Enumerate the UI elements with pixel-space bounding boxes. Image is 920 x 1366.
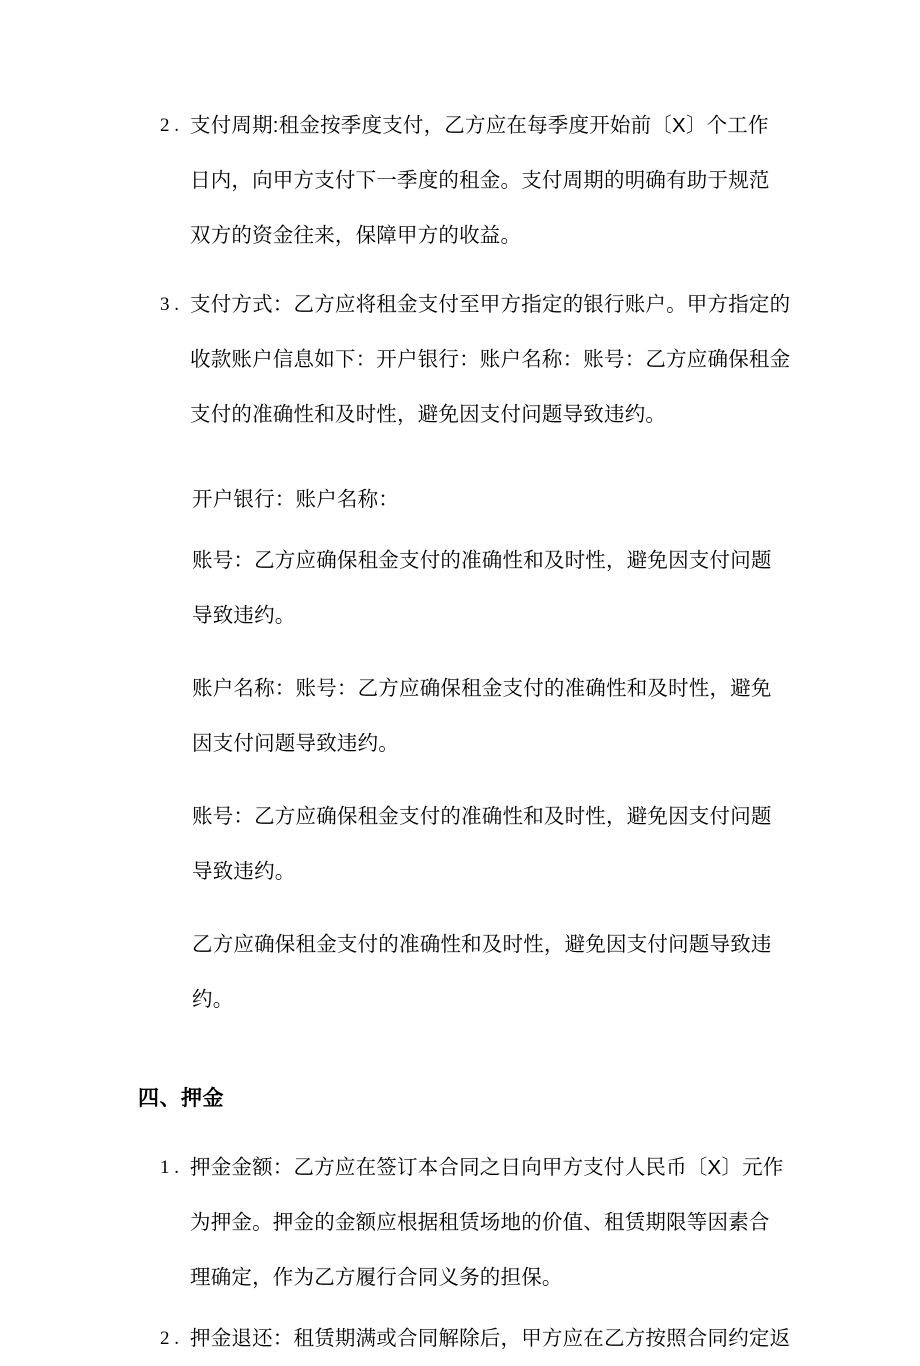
spacer (0, 442, 920, 472)
list-item-text: 押金退还：租赁期满或合同解除后，甲方应在乙方按照合同约定返 (190, 1327, 791, 1350)
paragraph-account-number-2: 账号：乙方应确保租金支付的准确性和及时性，避免因支付问题导致违约。 (192, 805, 772, 883)
section-heading-deposit: 四、押金 (138, 1087, 224, 1110)
spacer (0, 771, 920, 789)
spacer (0, 899, 920, 917)
spacer (0, 1027, 920, 1071)
spacer (0, 1126, 920, 1140)
list-item-deposit-amount (0, 1140, 920, 1305)
list-item-text: 支付方式：乙方应将租金支付至甲方指定的银行账户。甲方指定的收款账户信息如下：开户银行：账户名称：账号：乙方应确保租金支付的准确性和及时性，避免因支付问题导致违约。 (190, 293, 791, 426)
list-item-payment-cycle (0, 98, 920, 263)
spacer (0, 263, 920, 277)
list-marker: 3 . (160, 294, 179, 315)
paragraph-account-number-1: 账号：乙方应确保租金支付的准确性和及时性，避免因支付问题导致违约。 (192, 549, 772, 627)
list-item-text: 支付周期:租金按季度支付，乙方应在每季度开始前〔X〕个工作日内，向甲方支付下一季度的租金。支付周期的明确有助于规范双方的资金往来，保障甲方的收益。 (190, 114, 770, 247)
paragraph-bank-account-name: 开户银行：账户名称： (192, 488, 399, 511)
list-marker: 2 . (160, 1328, 179, 1349)
spacer (0, 643, 920, 661)
list-item-payment-method (0, 277, 920, 442)
top-margin-spacer (0, 0, 920, 98)
paragraph-payment-accuracy: 乙方应确保租金支付的准确性和及时性，避免因支付问题导致违约。 (192, 933, 772, 1011)
paragraph-account-name-number: 账户名称：账号：乙方应确保租金支付的准确性和及时性，避免因支付问题导致违约。 (192, 677, 772, 755)
list-marker: 2 . (160, 115, 179, 136)
list-item-deposit-refund (0, 1311, 920, 1366)
list-item-text: 押金金额：乙方应在签订本合同之日向甲方支付人民币〔X〕元作为押金。押金的金额应根据租赁场地的价值、租赁期限等因素合理确定，作为乙方履行合同义务的担保。 (190, 1156, 784, 1289)
list-marker: 1 . (160, 1157, 179, 1178)
